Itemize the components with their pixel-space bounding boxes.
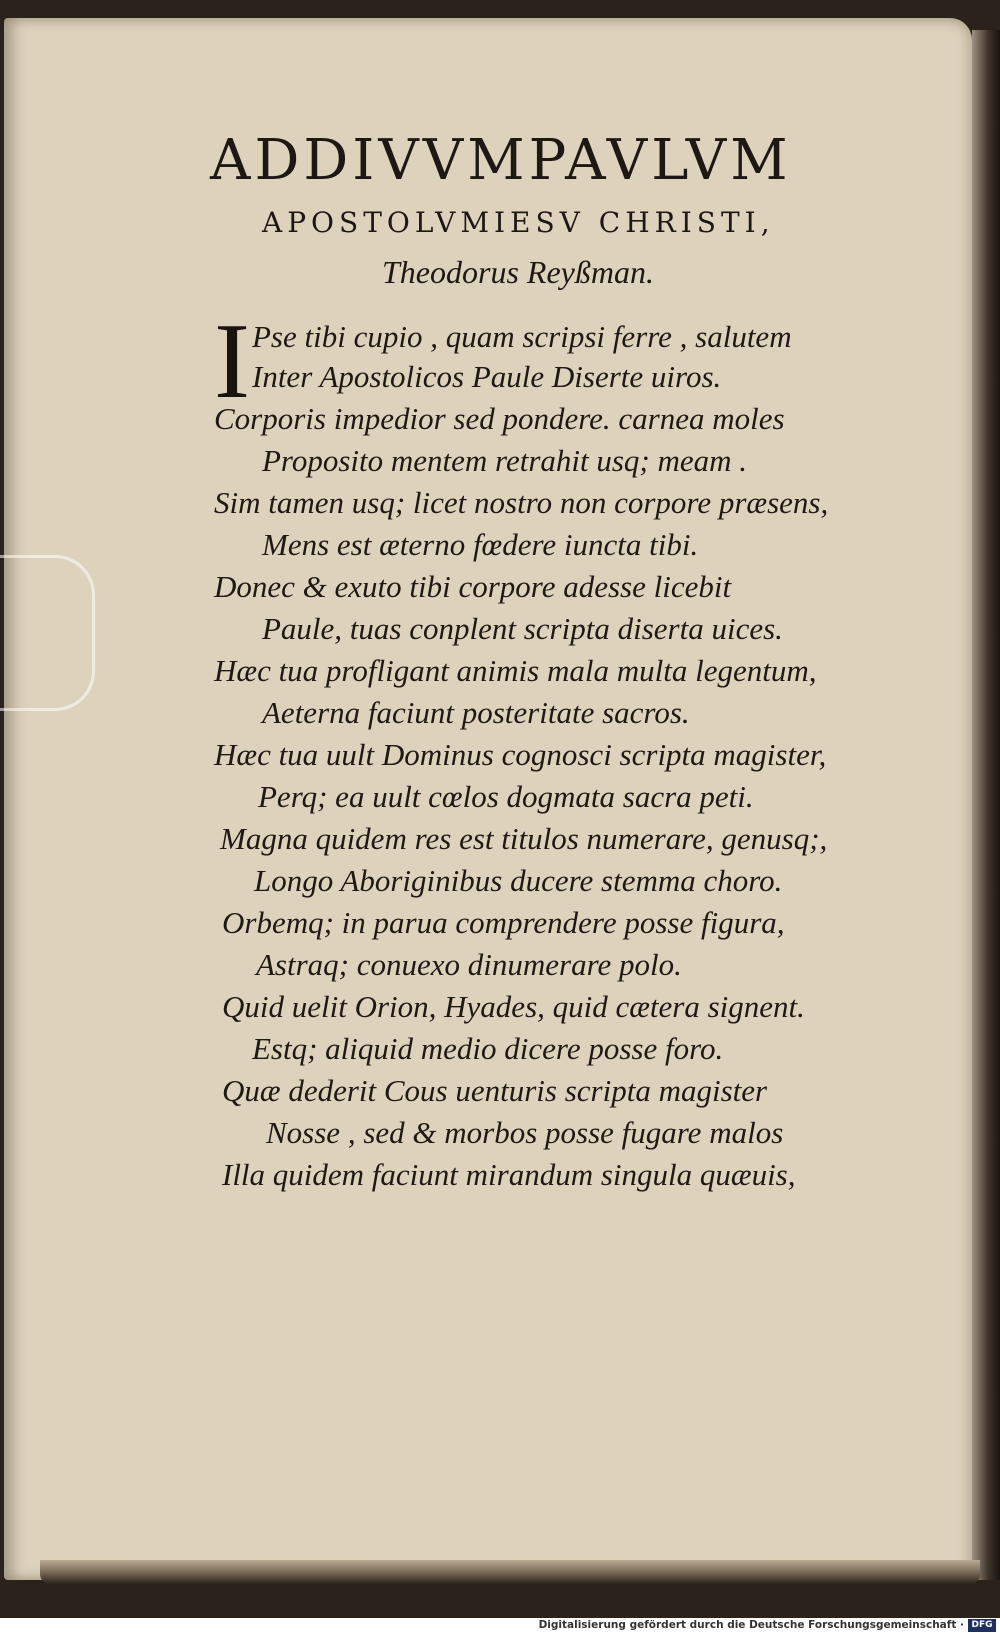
poem-line: Nosse , sed & morbos posse fugare malos <box>266 1115 784 1150</box>
poem-line: Proposito mentem retrahit usq; meam . <box>262 443 748 478</box>
page-title: ADDIVVMPAVLVM <box>210 128 792 193</box>
poem-line: Inter Apostolicos Paule Diserte uiros. <box>252 359 722 394</box>
page-bottom-edge <box>40 1560 980 1584</box>
poem-line: Quæ dederit Cous uenturis scripta magister <box>222 1073 768 1108</box>
poem-line: Longo Aboriginibus ducere stemma choro. <box>254 863 783 898</box>
poem-line: Astraq; conuexo dinumerare polo. <box>256 947 682 982</box>
poem-line: Hæc tua uult Dominus cognosci scripta magister, <box>214 737 827 772</box>
poem-line: Perq; ea uult cœlos dogmata sacra peti. <box>258 779 754 814</box>
author-name: Theodorus Reyßman. <box>382 254 654 290</box>
poem-line: Illa quidem faciunt mirandum singula quæuis, <box>222 1157 796 1192</box>
page-subtitle: APOSTOLVMIESV CHRISTI, <box>262 206 775 239</box>
poem-line: Quid uelit Orion, Hyades, quid cætera signent. <box>222 989 805 1024</box>
poem-line: Aeterna faciunt posteritate sacros. <box>262 695 690 730</box>
page-edge <box>972 30 1000 1580</box>
digitization-credit: Digitalisierung gefördert durch die Deutsche Forschungsgemeinschaft · <box>538 1619 964 1631</box>
poem-line: Mens est æterno fœdere iuncta tibi. <box>262 527 699 562</box>
poem-line: Donec & exuto tibi corpore adesse licebit <box>214 569 732 604</box>
dfg-logo: DFG <box>968 1619 996 1632</box>
poem-line: Corporis impedior sed pondere. carnea moles <box>214 401 785 436</box>
poem-line: Estq; aliquid medio dicere posse foro. <box>252 1031 724 1066</box>
drop-capital: I <box>214 302 250 421</box>
poem-line: Hæc tua profligant animis mala multa legentum, <box>214 653 817 688</box>
poem-line: Pse tibi cupio , quam scripsi ferre , salutem <box>252 319 792 354</box>
poem-line: Orbemq; in parua comprendere posse figura, <box>222 905 785 940</box>
poem-line: Sim tamen usq; licet nostro non corpore præsens, <box>214 485 829 520</box>
poem-line: Paule, tuas conplent scripta diserta uices. <box>262 611 783 646</box>
poem-line: Magna quidem res est titulos numerare, genusq;, <box>220 821 828 856</box>
page-clip <box>0 555 95 711</box>
